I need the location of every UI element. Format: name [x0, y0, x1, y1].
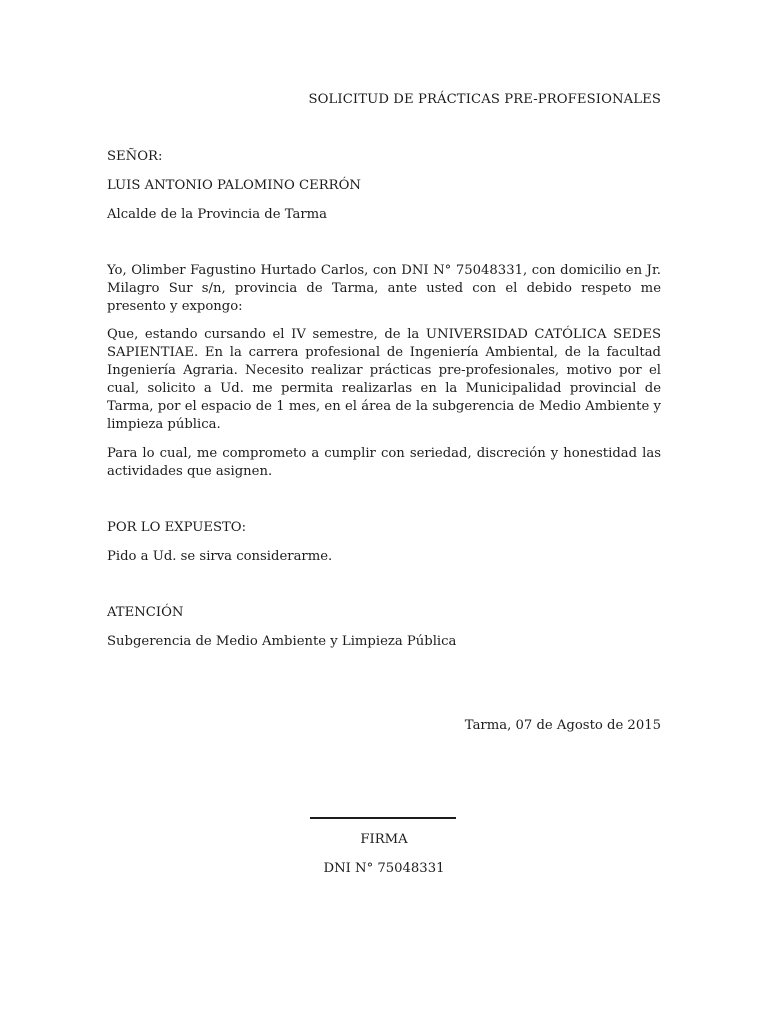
expuesto-text: Pido a Ud. se sirva considerarme. [107, 549, 333, 564]
date-line: Tarma, 07 de Agosto de 2015 [464, 718, 661, 733]
signature-dni: DNI N° 75048331 [323, 861, 445, 876]
signature-label: FIRMA [360, 832, 408, 847]
signature-line [310, 817, 456, 819]
salutation: SEÑOR: [107, 149, 163, 164]
request-paragraph: Que, estando cursando el IV semestre, de la UNIVERSIDAD CATÓLICA SEDES SAPIENTIAE. En la carrera profesional de Ingeniería Ambiental, de la facultad Ingeniería Agraria. Necesito realizar prácticas pre-profesionales, motivo por el cual, solicito a Ud. me permita realizarlas en la Municipalidad provincial de Tarma, por el espacio de 1 mes, en el área de la subgerencia de Medio Ambiente y limpieza pública. [107, 327, 661, 432]
atencion-heading: ATENCIÓN [107, 605, 184, 620]
intro-paragraph: Yo, Olimber Fagustino Hurtado Carlos, con DNI N° 75048331, con domicilio en Jr. Milagro Sur s/n, provincia de Tarma, ante usted con el debido respeto me presento y expongo: [107, 263, 661, 314]
commitment-paragraph: Para lo cual, me comprometo a cumplir con seriedad, discreción y honestidad las actividades que asignen. [107, 446, 661, 479]
atencion-text: Subgerencia de Medio Ambiente y Limpieza Pública [107, 634, 457, 649]
document-title: SOLICITUD DE PRÁCTICAS PRE-PROFESIONALES [308, 92, 661, 107]
addressee-role: Alcalde de la Provincia de Tarma [107, 207, 328, 222]
addressee-name: LUIS ANTONIO PALOMINO CERRÓN [107, 178, 361, 193]
expuesto-heading: POR LO EXPUESTO: [107, 520, 247, 535]
